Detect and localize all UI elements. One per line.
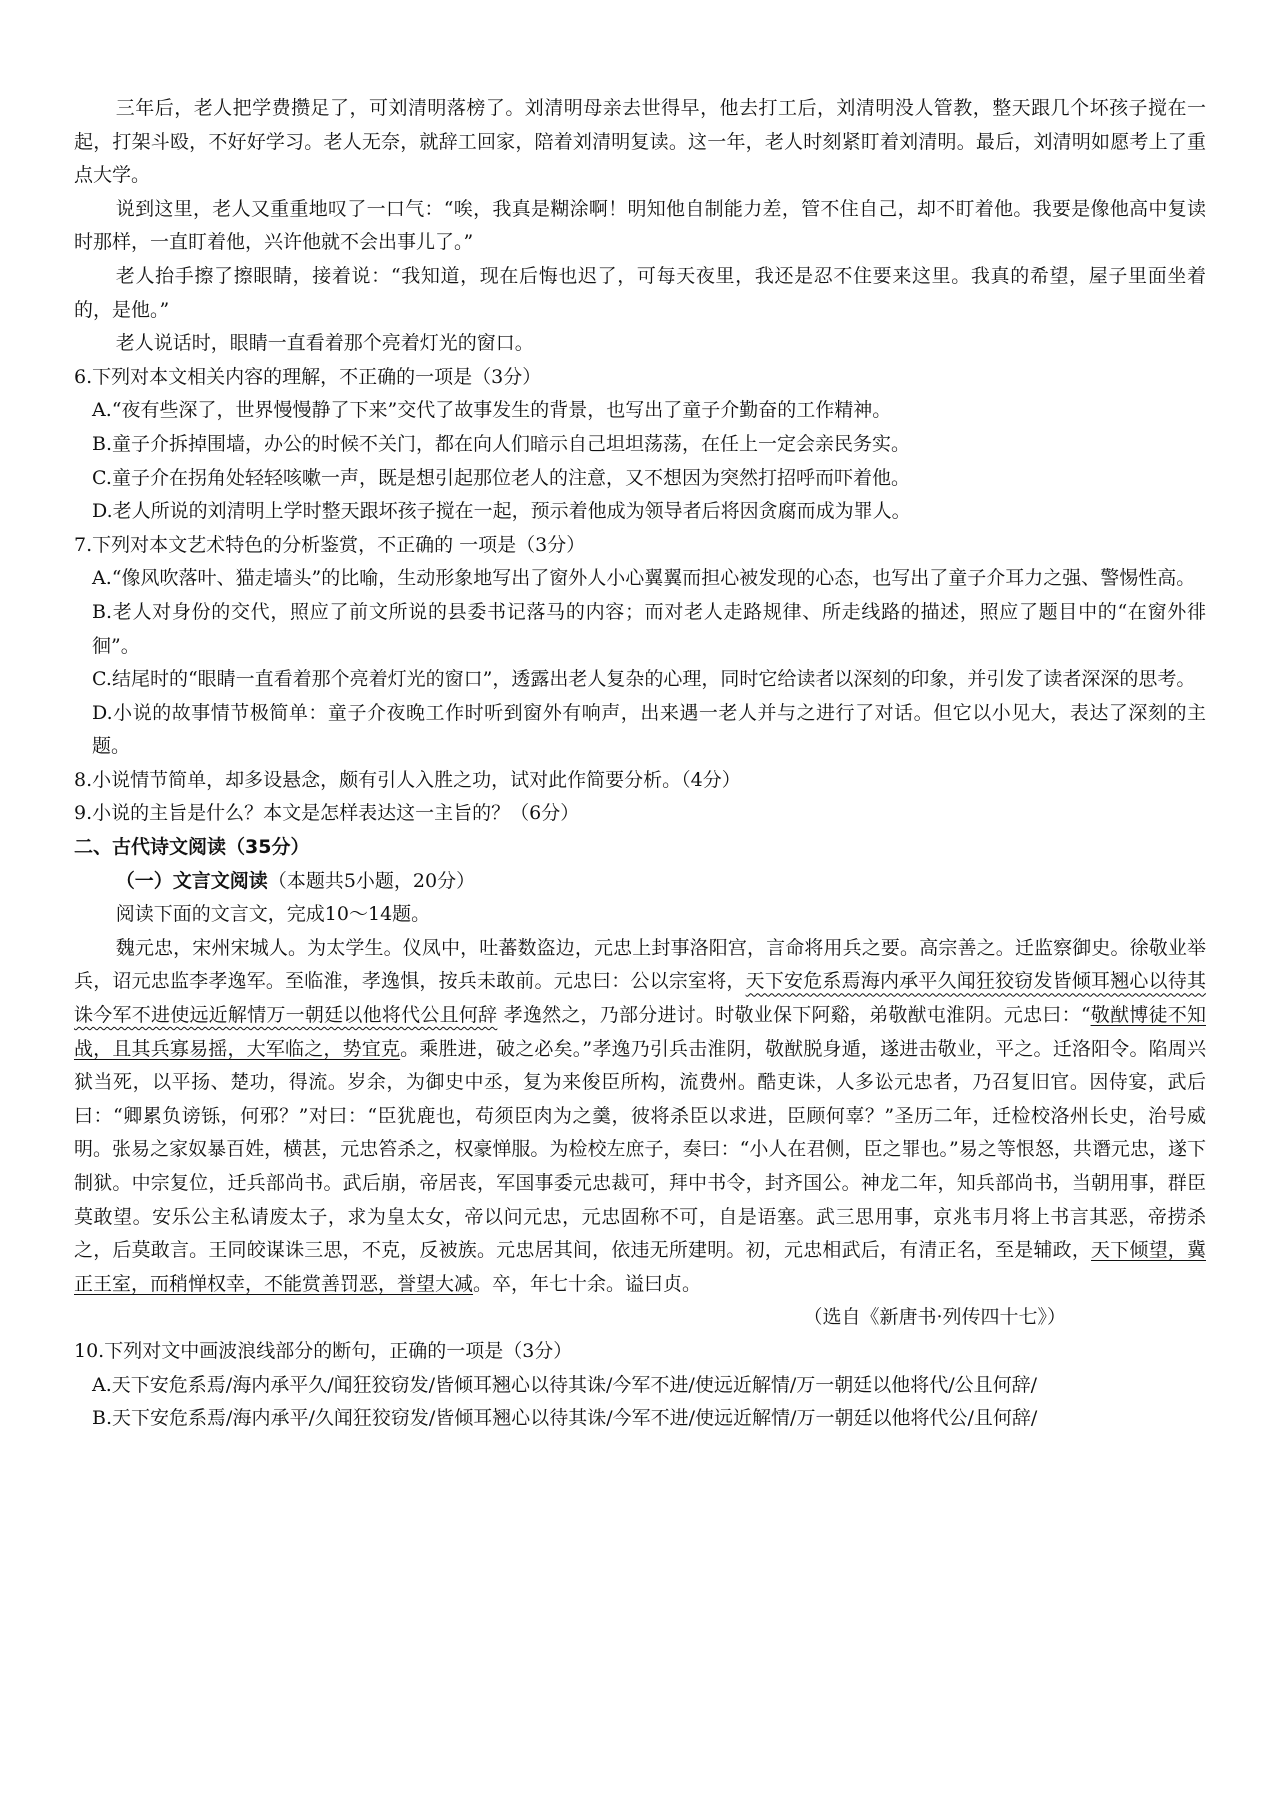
question-6-option-c: C.童子介在拐角处轻轻咳嗽一声，既是想引起那位老人的注意，又不想因为突然打招呼而吓着他。	[92, 466, 910, 489]
question-6-stem: 6.下列对本文相关内容的理解，不正确的一项是（3分）	[74, 365, 542, 388]
passage-text: 魏元忠，宋州宋城人。为太学生。仪凤中，吐蕃数盗边，元忠上封事洛阳宫，言命将用兵之要。高宗善之。迁监察御史。徐敬业举兵，诏元忠监李孝逸军。至临淮，孝逸惧，按兵未敢前。元忠曰：公以宗室将，	[74, 936, 1206, 993]
story-paragraph: 说到这里，老人又重重地叹了一口气：“唉，我真是糊涂啊！明知他自制能力差，管不住自己，却不盯着他。我要是像他高中复读时那样，一直盯着他，兴许他就不会出事儿了。”	[74, 197, 1206, 254]
question-6-option-b: B.童子介拆掉围墙，办公的时候不关门，都在向人们暗示自己坦坦荡荡，在任上一定会亲民务实。	[92, 432, 911, 455]
subsection-title-bold: （一）文言文阅读	[115, 869, 268, 892]
question-10-option-b: B.天下安危系焉/海内承平/久闻狂狡窃发/皆倾耳翘心以待其诛/今军不进/使远近解情/万一朝廷以他将代公/且何辞/	[92, 1407, 1038, 1430]
question-7-stem: 7.下列对本文艺术特色的分析鉴赏，不正确的 一项是（3分）	[74, 533, 586, 556]
passage-text: 。卒，年七十余。谥曰贞。	[473, 1272, 702, 1295]
story-paragraph: 老人抬手擦了擦眼睛，接着说：“我知道，现在后悔也迟了，可每天夜里，我还是忍不住要来这里。我真的希望，屋子里面坐着的，是他。”	[74, 264, 1206, 321]
reading-instruction: 阅读下面的文言文，完成10～14题。	[115, 903, 431, 926]
wavy-underlined-text: 天下安危系焉海内承平久闻狂狡窃发皆倾耳翘心以待其诛今军不进使远近解情万一朝廷以他将代公且何辞	[74, 970, 1206, 1027]
story-paragraph: 三年后，老人把学费攒足了，可刘清明落榜了。刘清明母亲去世得早，他去打工后，刘清明没人管教，整天跟几个坏孩子搅在一起，打架斗殴，不好好学习。老人无奈，就辞工回家，陪着刘清明复读。这一年，老人时刻紧盯着刘清明。最后，刘清明如愿考上了重点大学。	[74, 97, 1206, 187]
subsection-title	[74, 865, 1206, 899]
question-6-option-a: A.“夜有些深了，世界慢慢静了下来”交代了故事发生的背景，也写出了童子介勤奋的工作精神。	[92, 399, 892, 422]
passage-source: （选自《新唐书·列传四十七》）	[803, 1306, 1066, 1329]
question-6-option-d: D.老人所说的刘清明上学时整天跟坏孩子搅在一起，预示着他成为领导者后将因贪腐而成为罪人。	[92, 500, 911, 523]
underlined-text: 敬猷博徒不知战，且其兵寡易摇，大军临之，势宜克	[74, 1004, 1206, 1060]
section-title: 二、古代诗文阅读（35分）	[74, 836, 310, 859]
question-10-stem: 10.下列对文中画波浪线部分的断句，正确的一项是（3分）	[74, 1339, 573, 1362]
passage-text: 。乘胜进，破之必矣。”孝逸乃引兵击淮阴，敬猷脱身遁，遂进击敬业，平之。迁洛阳令。陷周兴狱当死，以平扬、楚功，得流。岁余，为御史中丞，复为来俊臣所构，流费州。酷吏诛，人多讼元忠者，乃召复旧官。因侍宴，武后曰：“卿累负谤铄，何邪？”对曰：“臣犹鹿也，苟须臣肉为之羹，彼将杀臣以求进，臣顾何辜？”圣历二年，迁检校洛州长史，治号威明。张易之家奴暴百姓，横甚，元忠笞杀之，权豪惮服。为检校左庶子，奏曰：“小人在君侧，臣之罪也。”易之等恨怒，共谮元忠，遂下制狱。中宗复位，迁兵部尚书。武后崩，帝居丧，军国事委元忠裁可，拜中书令，封齐国公。神龙二年，知兵部尚书，当朝用事，群臣莫敢望。安乐公主私请废太子，求为皇太女，帝以问元忠，元忠固称不可，自是语塞。武三思用事，京兆韦月将上书言其恶，帝捞杀之，后莫敢言。王同皎谋诛三思，不克，反被族。元忠居其间，依违无所建明。初，元忠相武后，有清正名，至是辅政，	[74, 1037, 1206, 1262]
question-8: 8.小说情节简单，却多设悬念，颇有引人入胜之功，试对此作简要分析。（4分）	[74, 768, 741, 791]
question-10-option-a: A.天下安危系焉/海内承平久/闻狂狡窃发/皆倾耳翘心以待其诛/今军不进/使远近解情/万一朝廷以他将代/公且何辞/	[92, 1373, 1038, 1396]
subsection-title-note: （本题共5小题，20分）	[267, 869, 476, 892]
question-7-option-a: A.“像风吹落叶、猫走墙头”的比喻，生动形象地写出了窗外人小心翼翼而担心被发现的心态，也写出了童子介耳力之强、警惕性高。	[92, 567, 1196, 590]
question-9: 9.小说的主旨是什么？本文是怎样表达这一主旨的？（6分）	[74, 802, 580, 825]
question-7-option-d: D.小说的故事情节极简单：童子介夜晚工作时听到窗外有响声，出来遇一老人并与之进行了对话。但它以小见大，表达了深刻的主题。	[92, 701, 1206, 758]
question-7-option-c: C.结尾时的“眼睛一直看着那个亮着灯光的窗口”，透露出老人复杂的心理，同时它给读者以深刻的印象，并引发了读者深深的思考。	[92, 668, 1196, 691]
classical-passage	[74, 932, 1206, 1302]
underlined-text: 天下倾望，冀正王室，而稍惮权幸，不能赏善罚恶，誉望大减	[74, 1239, 1206, 1295]
question-7-option-b: B.老人对身份的交代，照应了前文所说的县委书记落马的内容；而对老人走路规律、所走线路的描述，照应了题目中的“在窗外徘徊”。	[92, 600, 1206, 657]
story-paragraph: 老人说话时，眼睛一直看着那个亮着灯光的窗口。	[115, 332, 534, 355]
passage-text: 孝逸然之，乃部分进讨。时敬业保下阿谿，弟敬猷屯淮阴。元忠曰：“	[497, 1004, 1091, 1027]
